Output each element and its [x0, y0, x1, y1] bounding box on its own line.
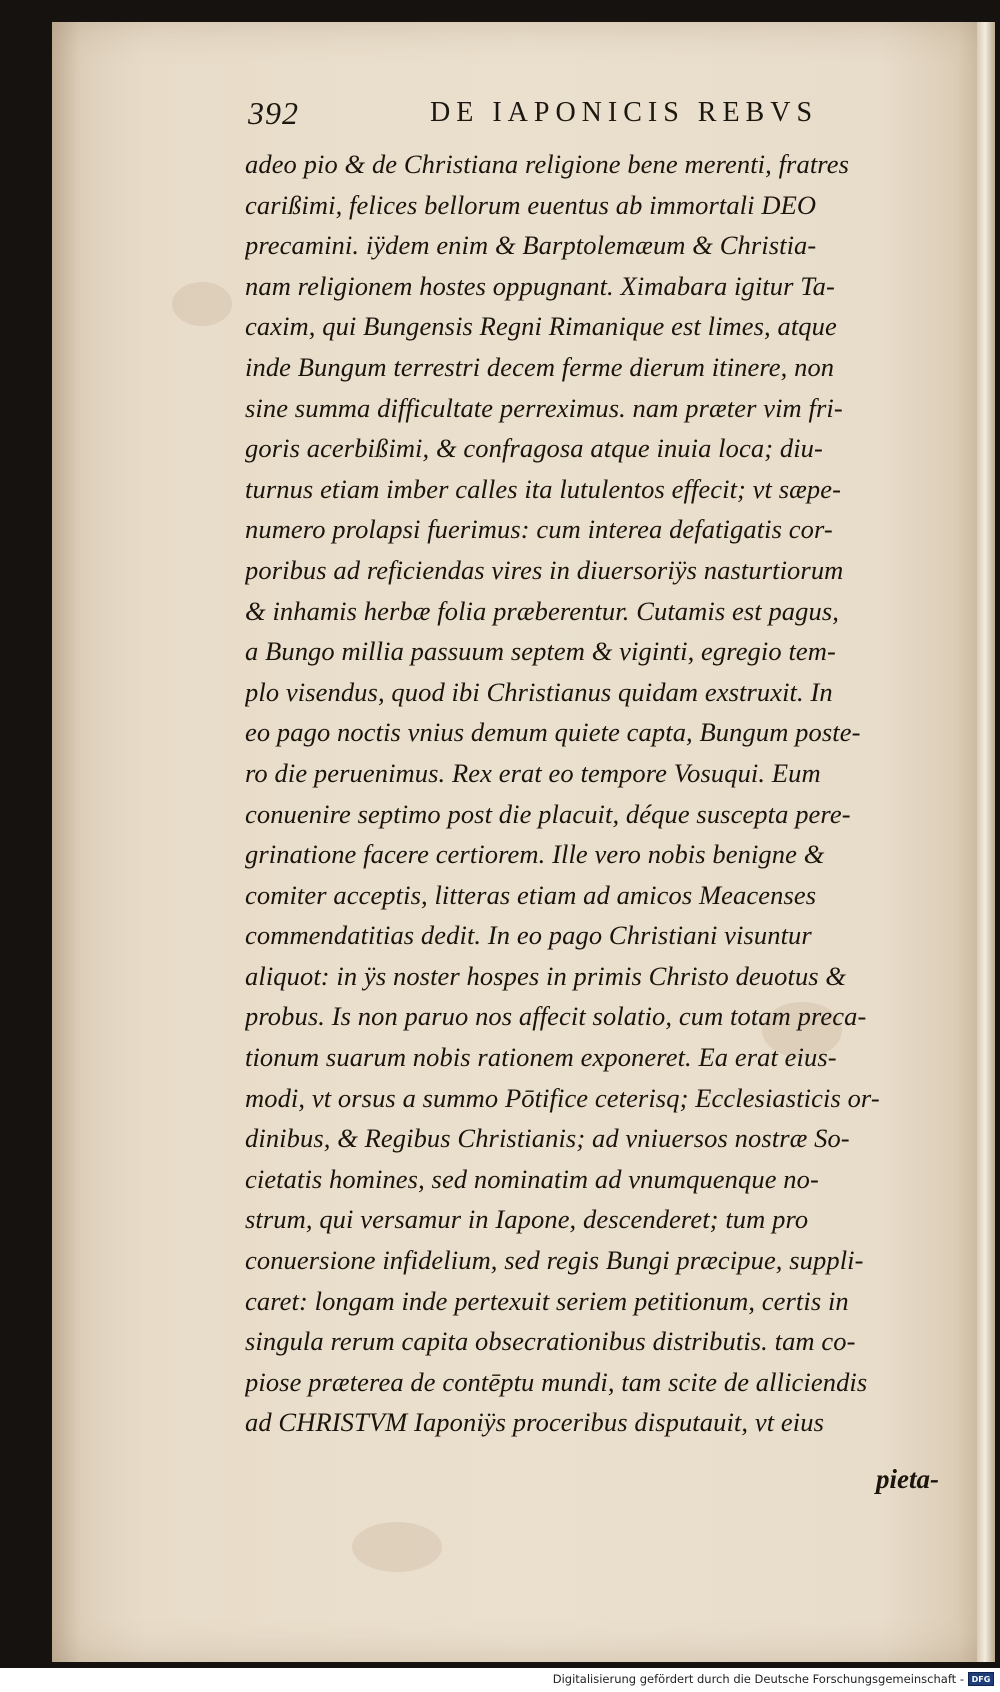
- text-line: precamini. iÿdem enim & Barptolemæum & Christia-: [245, 230, 817, 261]
- text-line: commendatitias dedit. In eo pago Christiani visuntur: [245, 920, 812, 951]
- text-line: turnus etiam imber calles ita lutulentos effecit; vt sæpe-: [245, 473, 842, 504]
- paper-stain: [172, 282, 232, 326]
- text-line: dinibus, & Regibus Christianis; ad vniuersos nostræ So-: [245, 1123, 850, 1154]
- text-line: eo pago noctis vnius demum quiete capta, Bungum poste-: [245, 717, 861, 748]
- body-text: [245, 144, 955, 1443]
- text-line: piose præterea de contēptu mundi, tam scite de alliciendis: [245, 1366, 868, 1397]
- digitization-footer: [0, 1668, 1000, 1692]
- page-header: [248, 95, 868, 139]
- text-line: numero prolapsi fuerimus: cum interea defatigatis cor-: [245, 514, 833, 545]
- text-line: tionum suarum nobis rationem exponeret. Ea erat eius-: [245, 1042, 837, 1073]
- text-line: inde Bungum terrestri decem ferme dierum itinere, non: [245, 351, 835, 382]
- funding-credit: Digitalisierung gefördert durch die Deutsche Forschungsgemeinschaft -: [552, 1672, 964, 1686]
- text-line: plo visendus, quod ibi Christianus quidam exstruxit. In: [245, 676, 833, 707]
- text-line: aliquot: in ÿs noster hospes in primis Christo deuotus &: [245, 960, 847, 991]
- text-line: conuenire septimo post die placuit, déque suscepta pere-: [245, 798, 851, 829]
- text-line: strum, qui versamur in Iapone, descenderet; tum pro: [245, 1204, 809, 1235]
- text-line: adeo pio & de Christiana religione bene merenti, fratres: [245, 149, 849, 179]
- text-line: a Bungo millia passuum septem & viginti, egregio tem-: [245, 636, 836, 667]
- page-number: 392: [248, 95, 299, 131]
- catchword: pieta-: [876, 1464, 939, 1494]
- page-edge: [977, 22, 995, 1662]
- text-line: cietatis homines, sed nominatim ad vnumquenque no-: [245, 1163, 819, 1194]
- text-line: ad CHRISTVM Iaponiÿs proceribus disputauit, vt eius: [245, 1407, 824, 1438]
- text-line: poribus ad reficiendas vires in diuersoriÿs nasturtiorum: [245, 554, 844, 585]
- text-line: goris acerbißimi, & confragosa atque inuia loca; diu-: [245, 433, 823, 464]
- running-head: DE IAPONICIS REBVS: [430, 97, 819, 128]
- text-line: nam religionem hostes oppugnant. Ximabara igitur Ta-: [245, 270, 835, 301]
- text-line: caret: longam inde pertexuit seriem petitionum, certis in: [245, 1285, 849, 1316]
- text-line: probus. Is non paruo nos affecit solatio, cum totam preca-: [245, 1001, 867, 1032]
- paper-stain: [352, 1522, 442, 1572]
- text-line: sine summa difficultate perreximus. nam præter vim fri-: [245, 392, 843, 423]
- book-page: [52, 22, 995, 1662]
- text-line: ro die peruenimus. Rex erat eo tempore Vosuqui. Eum: [245, 757, 821, 788]
- text-line: grinatione facere certiorem. Ille vero nobis benigne &: [245, 839, 825, 870]
- text-line: comiter acceptis, litteras etiam ad amicos Meacenses: [245, 879, 817, 910]
- text-line: conuersione infidelium, sed regis Bungi præcipue, suppli-: [245, 1245, 864, 1276]
- text-line: caxim, qui Bungensis Regni Rimanique est limes, atque: [245, 311, 837, 342]
- text-line: singula rerum capita obsecrationibus distributis. tam co-: [245, 1326, 856, 1357]
- text-line: & inhamis herbæ folia præberentur. Cutamis est pagus,: [245, 595, 839, 626]
- dfg-logo: DFG: [968, 1672, 994, 1686]
- text-line: modi, vt orsus a summo Pōtifice ceterisq; Ecclesiasticis or-: [245, 1082, 880, 1113]
- text-line: carißimi, felices bellorum euentus ab immortali DEO: [245, 189, 817, 220]
